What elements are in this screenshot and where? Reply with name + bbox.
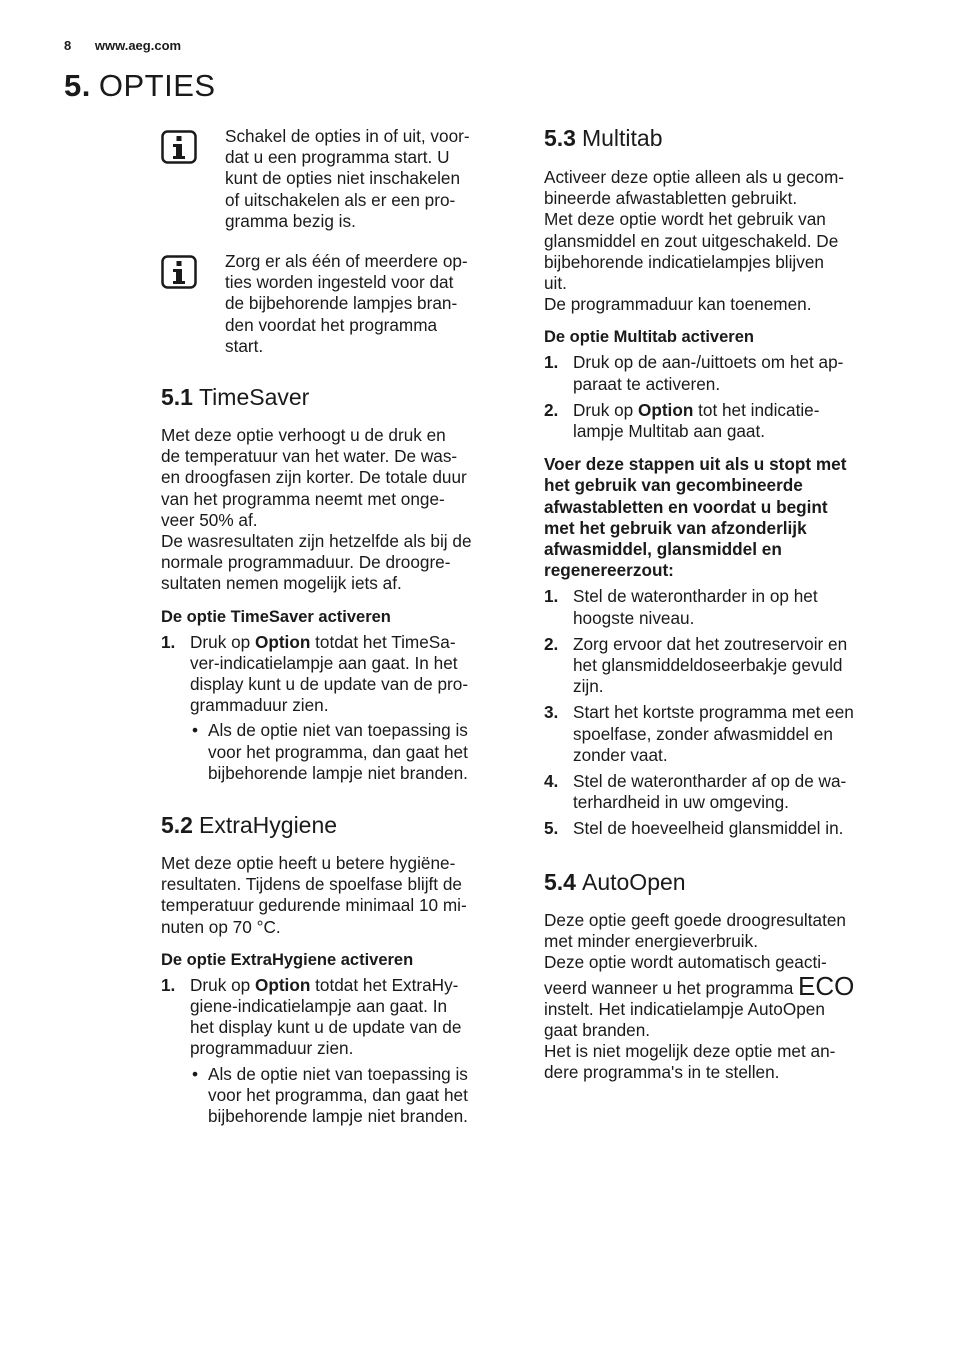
subheading: De optie Multitab activeren [544,328,754,347]
subheading: De optie TimeSaver activeren [161,607,391,626]
option-button-label: Option [637,399,694,420]
step-number: 2. [544,399,559,420]
note-1 [161,126,511,232]
steps-list [161,975,513,1127]
section-title: ExtraHygiene [198,812,338,838]
section-title: Multitab [581,125,663,151]
step-text: tot het indicatie- lampje Multitab aan gaat. [573,399,820,442]
step-number: 4. [544,771,559,792]
section-heading-autoopen [544,869,686,896]
info-icon [161,255,197,289]
step-text: Start het kortste programma met een spoelfase, zonder afwasmiddel en zonder vaat. [573,702,854,765]
warning-text: Voer deze stappen uit als u stopt met het gebruik van gecombineerde afwastabletten en voordat u begint met het gebruik van afzonderlijk afwasmiddel, glansmiddel en regenereerzout: [544,454,847,581]
step-text: Druk op [573,399,638,420]
note-text: Schakel de opties in of uit, voor- dat u een programma start. U kunt de opties niet inschakelen of uitschakelen als er een pro- gramma bezig is. [225,126,470,231]
extrahygiene-section [161,853,513,1127]
chapter-title [64,68,216,104]
steps-list [161,632,513,784]
bullet-list [190,720,513,784]
step-text: Druk op de aan-/uittoets om het ap- paraat te activeren. [573,352,844,394]
step-number: 1. [161,974,176,995]
option-button-label: Option [254,974,311,995]
multitab-section [544,167,898,840]
section-body: Met deze optie heeft u betere hygiëne- resultaten. Tijdens de spoelfase blijft de temperatuur gedurende minimaal 10 mi- nuten op 70 °C. [161,853,467,937]
bullet-item: • Als de optie niet van toepassing is voor het programma, dan gaat het bijbehorende lampje niet branden. [190,720,513,784]
step-number: 1. [544,352,559,373]
list-item [544,400,898,442]
step-text: totdat het ExtraHy- giene-indicatielampje aan gaat. In het display kunt u de update van de programmaduur zien. [190,974,462,1059]
page-header [64,38,181,53]
page-number: 8 [64,38,72,53]
step-number: 2. [544,633,559,654]
step-text: Druk op [190,974,255,995]
section-heading-extrahygiene [161,812,337,839]
steps-list [544,586,898,839]
list-item [161,632,513,784]
body-text: Deze optie geeft goede droogresultaten met minder energieverbruik. Deze optie wordt automatisch geacti- veerd wanneer u het programma [544,910,846,998]
step-text: Druk op [190,631,255,652]
option-button-label: Option [254,631,311,652]
list-item [544,634,898,698]
list-item [544,352,898,394]
step-text: Stel de hoeveelheid glansmiddel in. [573,818,844,839]
section-number: 5.1 [161,384,193,410]
bullet-list [190,1064,513,1128]
step-number: 1. [161,631,176,652]
list-item [544,818,898,839]
subheading: De optie ExtraHygiene activeren [161,950,414,969]
section-body: Met deze optie verhoogt u de druk en de temperatuur van het water. De was- en droogfasen zijn korter. De totale duur van het programma neemt met onge- veer 50% af. De wasresultaten zijn hetzelfde als bij de normale programmaduur. De droogre- sultaten nemen mogelijk iets af. [161,425,472,594]
eco-program-icon [798,974,856,998]
list-item [544,702,898,766]
step-text: Stel de waterontharder in op het hoogste niveau. [573,586,818,628]
list-item [161,975,513,1127]
website: www.aeg.com [94,38,182,53]
list-item [544,586,898,628]
chapter-number: 5. [64,68,91,103]
step-text: Stel de waterontharder af op de wa- terhardheid in uw omgeving. [573,771,847,813]
step-text: totdat het TimeSa- ver-indicatielampje aan gaat. In het display kunt u de update van de pro- grammaduur zien. [190,631,469,716]
timesaver-section [161,425,513,784]
step-text: Zorg ervoor dat het zoutreservoir en het glansmiddeldoseerbakje gevuld zijn. [573,633,848,697]
section-number: 5.4 [544,869,576,895]
info-icon [161,130,197,164]
step-number: 3. [544,702,559,723]
list-item [544,771,898,813]
section-number: 5.3 [544,125,576,151]
step-number: 5. [544,818,559,839]
section-title: TimeSaver [198,384,310,410]
section-title: AutoOpen [581,869,686,895]
body-text: instelt. Het indicatielampje AutoOpen gaat branden. Het is niet mogelijk deze optie met an- dere programma's in te stellen. [544,998,836,1083]
section-heading-timesaver [161,384,309,411]
bullet-item: • Als de optie niet van toepassing is voor het programma, dan gaat het bijbehorende lampje niet branden. [190,1064,513,1128]
section-body: Activeer deze optie alleen als u gecom- bineerde afwastabletten gebruikt. Met deze optie wordt het gebruik van glansmiddel en zout uitgeschakeld. De bijbehorende indicatielampjes blijven uit. De programmaduur kan toenemen. [544,167,844,315]
eco-symbol: ECO [798,973,855,998]
note-2 [161,251,511,357]
autoopen-section [544,910,898,1084]
note-text: Zorg er als één of meerdere op- ties worden ingesteld voor dat de bijbehorende lampjes bran- den voordat het programma start. [225,251,468,356]
section-heading-multitab [544,125,663,152]
section-number: 5.2 [161,812,193,838]
chapter-title-text: OPTIES [98,68,216,103]
step-number: 1. [544,586,559,607]
steps-list [544,352,898,442]
section-body [544,910,898,1084]
